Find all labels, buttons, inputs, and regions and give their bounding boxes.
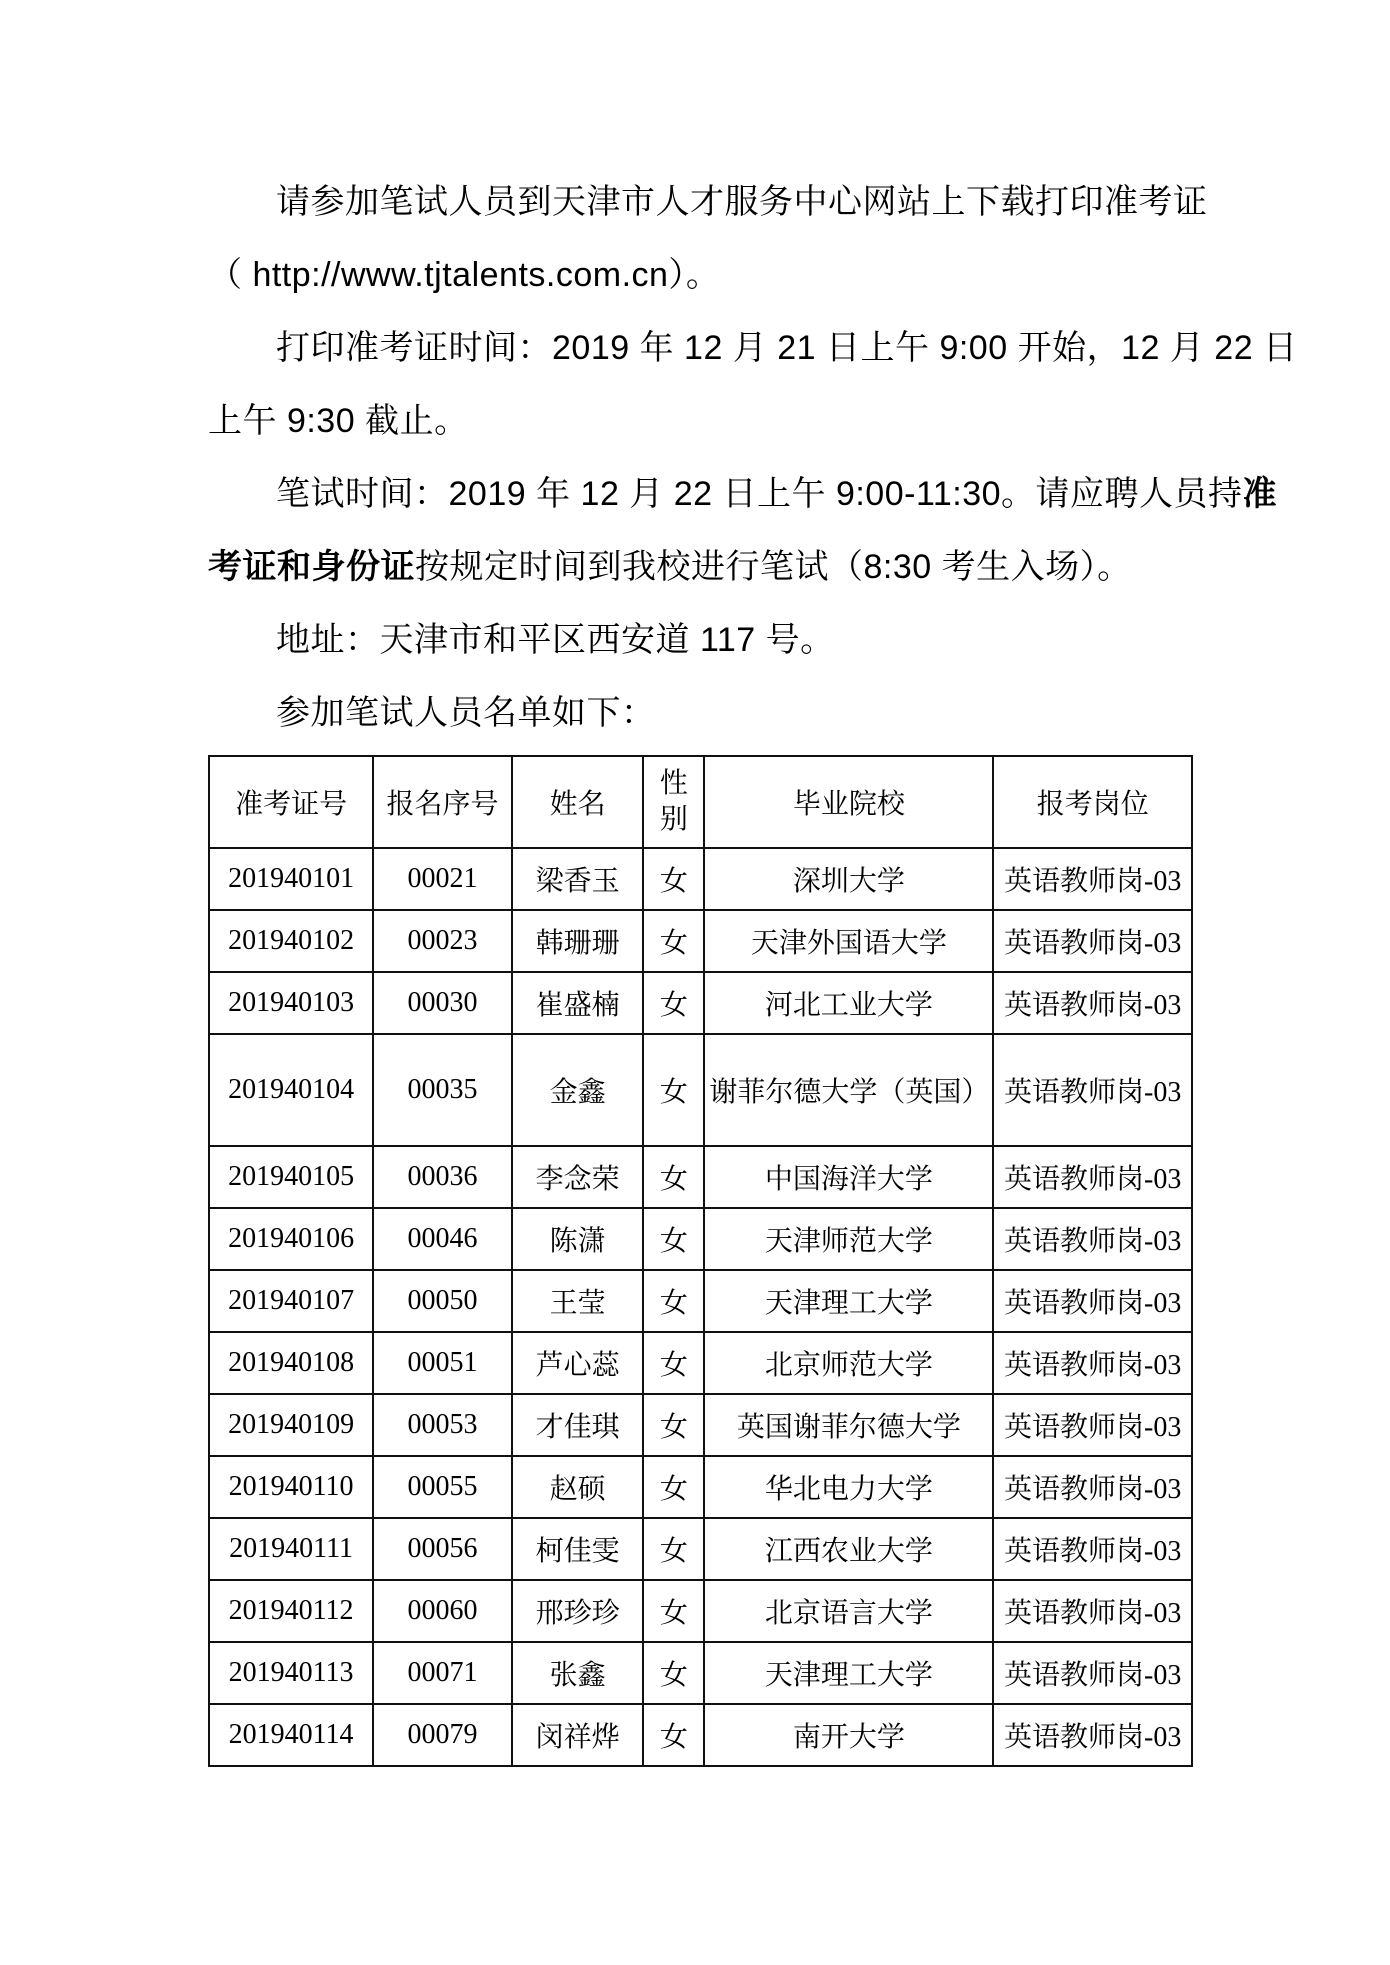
cell-position: 英语教师岗-03 (993, 910, 1192, 972)
cell-registration-number: 00055 (373, 1456, 512, 1518)
cell-name: 梁香玉 (512, 848, 644, 910)
cell-school: 华北电力大学 (704, 1456, 993, 1518)
paragraph-download-line-2 (208, 239, 1196, 312)
cell-position: 英语教师岗-03 (993, 1518, 1192, 1580)
cell-school: 英国谢菲尔德大学 (704, 1394, 993, 1456)
cell-registration-number: 00050 (373, 1270, 512, 1332)
cell-registration-number: 00060 (373, 1580, 512, 1642)
cell-registration-number: 00051 (373, 1332, 512, 1394)
cell-admission-number: 201940114 (209, 1704, 373, 1766)
cell-school: 深圳大学 (704, 848, 993, 910)
cell-name: 闵祥烨 (512, 1704, 644, 1766)
cell-gender: 女 (643, 1146, 704, 1208)
table-row (209, 1518, 1192, 1580)
cell-registration-number: 00023 (373, 910, 512, 972)
table-row (209, 910, 1192, 972)
table-row (209, 972, 1192, 1034)
cell-school: 谢菲尔德大学（英国） (704, 1034, 993, 1146)
paragraph-exam-time-line-1 (208, 458, 1278, 531)
cell-gender: 女 (643, 1456, 704, 1518)
table-row (209, 1146, 1192, 1208)
cell-admission-number: 201940104 (209, 1034, 373, 1146)
cell-admission-number: 201940112 (209, 1580, 373, 1642)
cell-admission-number: 201940107 (209, 1270, 373, 1332)
cell-school: 河北工业大学 (704, 972, 993, 1034)
download-notice-text: 请参加笔试人员到天津市人才服务中心网站上下载打印准考证 (276, 183, 1208, 221)
cell-position: 英语教师岗-03 (993, 1034, 1192, 1146)
cell-admission-number: 201940109 (209, 1394, 373, 1456)
cell-admission-number: 201940110 (209, 1456, 373, 1518)
cell-gender: 女 (643, 1704, 704, 1766)
address-text: 地址：天津市和平区西安道 117 号。 (276, 621, 835, 659)
col-header-admission-number: 准考证号 (209, 756, 373, 848)
paragraph-exam-time-line-2 (208, 531, 1196, 604)
cell-registration-number: 00036 (373, 1146, 512, 1208)
cell-position: 英语教师岗-03 (993, 1332, 1192, 1394)
cell-admission-number: 201940113 (209, 1642, 373, 1704)
paragraph-roster-intro (208, 677, 1196, 750)
cell-admission-number: 201940103 (209, 972, 373, 1034)
print-deadline-text: 上午 9:30 截止。 (208, 402, 469, 440)
cell-name: 王莹 (512, 1270, 644, 1332)
website-url-text: （ http://www.tjtalents.com.cn）。 (208, 256, 721, 294)
cell-name: 邢珍珍 (512, 1580, 644, 1642)
cell-admission-number: 201940105 (209, 1146, 373, 1208)
cell-registration-number: 00053 (373, 1394, 512, 1456)
cell-position: 英语教师岗-03 (993, 972, 1192, 1034)
cell-gender: 女 (643, 910, 704, 972)
cell-gender: 女 (643, 1518, 704, 1580)
cell-gender: 女 (643, 1394, 704, 1456)
cell-position: 英语教师岗-03 (993, 1146, 1192, 1208)
cell-admission-number: 201940102 (209, 910, 373, 972)
cell-name: 赵硕 (512, 1456, 644, 1518)
cell-registration-number: 00071 (373, 1642, 512, 1704)
cell-position: 英语教师岗-03 (993, 1270, 1192, 1332)
cell-school: 中国海洋大学 (704, 1146, 993, 1208)
cell-school: 天津外国语大学 (704, 910, 993, 972)
cell-name: 崔盛楠 (512, 972, 644, 1034)
cell-name: 柯佳雯 (512, 1518, 644, 1580)
table-row (209, 1642, 1192, 1704)
cell-gender: 女 (643, 972, 704, 1034)
table-row (209, 1704, 1192, 1766)
document-body (208, 166, 1298, 1767)
col-header-school: 毕业院校 (704, 756, 993, 848)
header-row (209, 756, 1192, 848)
cell-name: 才佳琪 (512, 1394, 644, 1456)
cell-admission-number: 201940101 (209, 848, 373, 910)
cell-position: 英语教师岗-03 (993, 848, 1192, 910)
cell-admission-number: 201940111 (209, 1518, 373, 1580)
cell-gender: 女 (643, 1642, 704, 1704)
cell-registration-number: 00035 (373, 1034, 512, 1146)
cell-name: 张鑫 (512, 1642, 644, 1704)
paragraph-download-line-1 (208, 166, 1208, 239)
cell-name: 李念荣 (512, 1146, 644, 1208)
cell-gender: 女 (643, 1208, 704, 1270)
cell-position: 英语教师岗-03 (993, 1394, 1192, 1456)
cell-admission-number: 201940106 (209, 1208, 373, 1270)
cell-gender: 女 (643, 848, 704, 910)
cell-gender: 女 (643, 1332, 704, 1394)
candidates-table (208, 755, 1193, 1767)
cell-school: 江西农业大学 (704, 1518, 993, 1580)
col-header-gender: 性别 (643, 756, 704, 848)
col-header-name: 姓名 (512, 756, 644, 848)
cell-name: 金鑫 (512, 1034, 644, 1146)
table-row (209, 1580, 1192, 1642)
exam-requirement-bold-text: 准 (1242, 475, 1278, 513)
cell-name: 韩珊珊 (512, 910, 644, 972)
cell-registration-number: 00056 (373, 1518, 512, 1580)
cell-school: 南开大学 (704, 1704, 993, 1766)
cell-registration-number: 00079 (373, 1704, 512, 1766)
table-row (209, 1208, 1192, 1270)
cell-admission-number: 201940108 (209, 1332, 373, 1394)
roster-intro-text: 参加笔试人员名单如下： (276, 694, 656, 732)
cell-position: 英语教师岗-03 (993, 1208, 1192, 1270)
table-row (209, 1394, 1192, 1456)
table-row (209, 1456, 1192, 1518)
cell-registration-number: 00021 (373, 848, 512, 910)
cell-name: 芦心蕊 (512, 1332, 644, 1394)
cell-name: 陈潇 (512, 1208, 644, 1270)
cell-gender: 女 (643, 1270, 704, 1332)
cell-school: 北京语言大学 (704, 1580, 993, 1642)
paragraph-print-time-line-1 (208, 312, 1298, 385)
candidates-table-header (209, 756, 1192, 848)
cell-school: 天津师范大学 (704, 1208, 993, 1270)
cell-school: 天津理工大学 (704, 1642, 993, 1704)
cell-registration-number: 00046 (373, 1208, 512, 1270)
cell-gender: 女 (643, 1580, 704, 1642)
table-row (209, 1034, 1192, 1146)
exam-entry-text: 按规定时间到我校进行笔试（8:30 考生入场）。 (415, 548, 1132, 586)
cell-school: 北京师范大学 (704, 1332, 993, 1394)
cell-position: 英语教师岗-03 (993, 1704, 1192, 1766)
cell-gender: 女 (643, 1034, 704, 1146)
cell-position: 英语教师岗-03 (993, 1456, 1192, 1518)
exam-time-text: 笔试时间：2019 年 12 月 22 日上午 9:00-11:30。请应聘人员持 (276, 475, 1243, 513)
cell-position: 英语教师岗-03 (993, 1642, 1192, 1704)
col-header-registration-number: 报名序号 (373, 756, 512, 848)
cell-position: 英语教师岗-03 (993, 1580, 1192, 1642)
cell-registration-number: 00030 (373, 972, 512, 1034)
paragraph-address (208, 604, 1196, 677)
col-header-position: 报考岗位 (993, 756, 1192, 848)
print-time-text: 打印准考证时间：2019 年 12 月 21 日上午 9:00 开始，12 月 22 日 (276, 329, 1298, 367)
cell-school: 天津理工大学 (704, 1270, 993, 1332)
candidates-table-body (209, 848, 1192, 1766)
table-row (209, 1332, 1192, 1394)
table-row (209, 848, 1192, 910)
id-requirement-bold-text: 考证和身份证 (208, 548, 415, 586)
table-row (209, 1270, 1192, 1332)
paragraph-print-time-line-2 (208, 385, 1196, 458)
